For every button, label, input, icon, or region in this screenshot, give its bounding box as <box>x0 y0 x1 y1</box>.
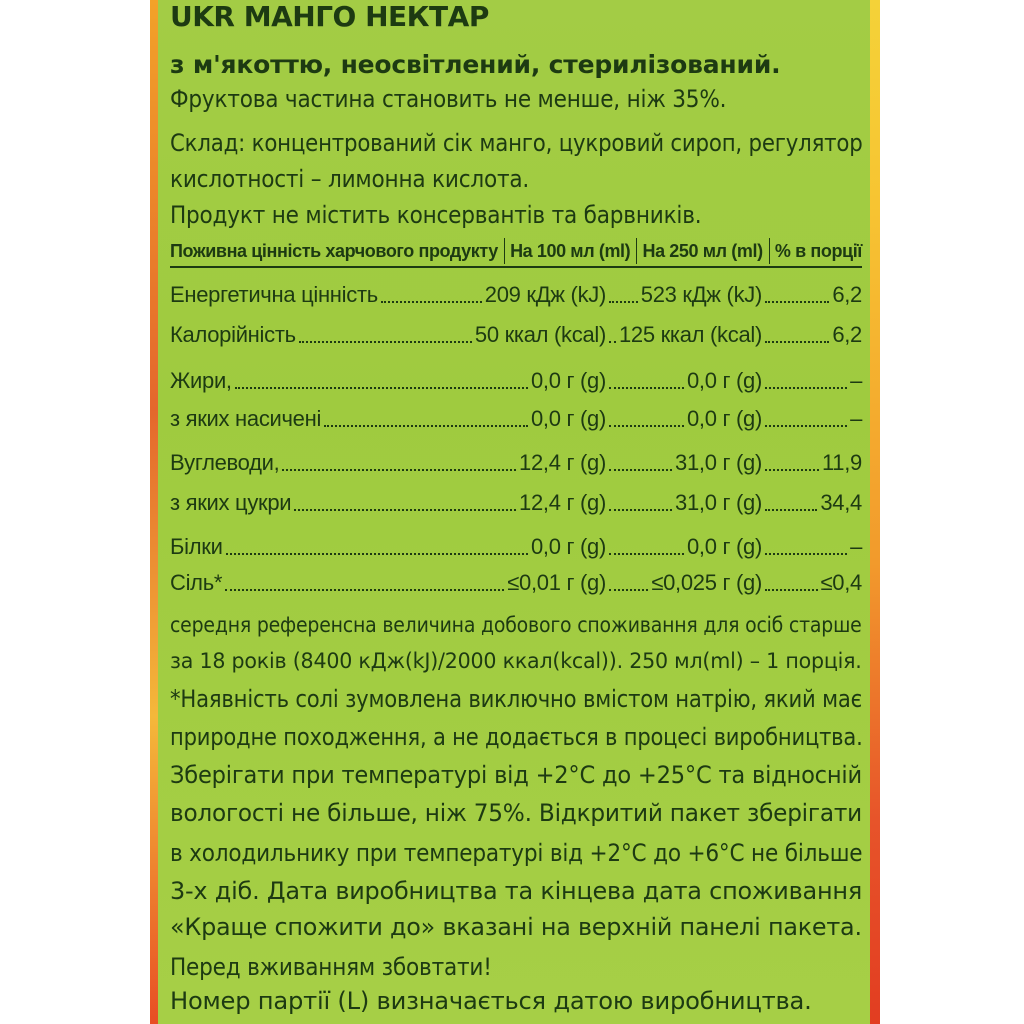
table-row <box>170 366 862 396</box>
row-value-250ml: 125 ккал (kcal) <box>618 322 762 347</box>
storage-line-1: Зберігати при температурі від +2°С до +25°С та відносній <box>170 761 862 789</box>
dotted-leader <box>609 387 684 389</box>
row-value-100ml: 0,0 г (g) <box>530 368 606 393</box>
dotted-leader <box>765 589 818 591</box>
row-value-250ml: 31,0 г (g) <box>675 450 762 475</box>
dotted-leader <box>609 425 684 427</box>
row-label: з яких цукри <box>170 490 292 515</box>
row-value-100ml: 50 ккал (kcal) <box>474 322 606 347</box>
dotted-leader <box>765 553 847 555</box>
storage-line-4: 3-х діб. Дата виробництва та кінцева дата споживання <box>170 877 863 905</box>
table-row <box>170 488 862 518</box>
header-percent: % в порції <box>774 240 862 261</box>
row-value-100ml: ≤0,01 г (g) <box>507 570 606 595</box>
row-value-percent: 6,2 <box>832 282 862 307</box>
product-subtitle: з м'якоттю, неосвітлений, стерилізований. <box>170 50 781 79</box>
table-row <box>170 320 862 350</box>
row-value-250ml: 0,0 г (g) <box>686 368 762 393</box>
title-name: МАНГО НЕКТАР <box>243 0 489 33</box>
row-value-250ml: 31,0 г (g) <box>675 490 762 515</box>
storage-line-2: вологості не більше, ніж 75%. Відкритий пакет зберігати <box>170 799 862 827</box>
row-value-250ml: 523 кДж (kJ) <box>640 282 762 307</box>
dotted-leader <box>765 509 817 511</box>
label-panel <box>158 0 870 1024</box>
product-title <box>170 2 489 32</box>
row-value-percent: ≤0,4 <box>820 570 862 595</box>
dotted-leader <box>765 387 847 389</box>
dotted-leader <box>381 301 482 303</box>
row-value-100ml: 12,4 г (g) <box>519 450 606 475</box>
nutrition-table-header <box>170 236 862 268</box>
row-label: Сіль* <box>170 570 223 595</box>
row-value-percent: – <box>850 534 862 559</box>
dotted-leader <box>235 387 528 389</box>
header-per100: На 100 мл (ml) <box>510 240 631 261</box>
table-row <box>170 280 862 310</box>
row-value-100ml: 12,4 г (g) <box>519 490 606 515</box>
dotted-leader <box>609 509 672 511</box>
dotted-leader <box>609 301 638 303</box>
row-label: Вуглеводи, <box>170 450 280 475</box>
header-name: Поживна цінність харчового продукту <box>170 240 498 261</box>
row-value-250ml: ≤0,025 г (g) <box>651 570 762 595</box>
row-label: Білки <box>170 534 223 559</box>
salt-note-line-2: природне походження, а не додається в процесі виробництва. <box>170 723 863 751</box>
table-row <box>170 568 862 598</box>
dotted-leader <box>609 553 684 555</box>
row-label: з яких насичені <box>170 406 322 431</box>
dotted-leader <box>609 341 616 343</box>
row-value-100ml: 0,0 г (g) <box>530 406 606 431</box>
row-label: Калорійність <box>170 322 296 347</box>
shake-instruction: Перед вживанням збовтати! <box>170 953 492 981</box>
table-row <box>170 404 862 434</box>
dotted-leader <box>294 509 516 511</box>
dotted-leader <box>299 341 472 343</box>
salt-note-line-1: *Наявність солі зумовлена виключно вмістом натрію, який має <box>170 685 863 713</box>
dotted-leader <box>765 425 847 427</box>
composition-line-1: Склад: концентрований сік манго, цукровий сироп, регулятор <box>170 129 863 157</box>
row-value-250ml: 0,0 г (g) <box>686 534 762 559</box>
no-preservatives-text: Продукт не містить консервантів та барвників. <box>170 201 702 229</box>
row-value-percent: 6,2 <box>832 322 862 347</box>
dotted-leader <box>282 469 516 471</box>
dotted-leader <box>609 469 672 471</box>
fruit-part-text: Фруктова частина становить не менше, ніж 35%. <box>170 85 727 113</box>
row-value-100ml: 209 кДж (kJ) <box>484 282 606 307</box>
row-value-percent: 34,4 <box>820 490 862 515</box>
dotted-leader <box>324 425 528 427</box>
composition-line-2: кислотності – лимонна кислота. <box>170 165 530 193</box>
dotted-leader <box>609 589 648 591</box>
row-label: Жири, <box>170 368 232 393</box>
row-value-100ml: 0,0 г (g) <box>530 534 606 559</box>
dotted-leader <box>765 469 819 471</box>
reference-line-2: за 18 років (8400 кДж(kJ)/2000 ккал(kcal)). 250 мл(ml) – 1 порція. <box>170 649 862 673</box>
dotted-leader <box>225 589 504 591</box>
batch-number-text: Номер партії (L) визначається датою виробництва. <box>170 987 812 1015</box>
table-row <box>170 448 862 478</box>
row-value-percent: – <box>850 406 862 431</box>
storage-line-3: в холодильнику при температурі від +2°С до +6°С не більше <box>170 839 863 867</box>
table-row <box>170 532 862 562</box>
row-value-percent: 11,9 <box>822 450 862 475</box>
dotted-leader <box>226 553 528 555</box>
row-label: Енергетична цінність <box>170 282 378 307</box>
title-code: UKR <box>170 0 235 33</box>
header-per250: На 250 мл (ml) <box>642 240 763 261</box>
row-value-percent: – <box>850 368 862 393</box>
row-value-250ml: 0,0 г (g) <box>686 406 762 431</box>
dotted-leader <box>765 341 829 343</box>
storage-line-5: «Краще спожити до» вказані на верхній панелі пакета. <box>170 913 862 941</box>
dotted-leader <box>765 301 829 303</box>
reference-line-1: середня референсна величина добового споживання для осіб старше <box>170 613 862 637</box>
